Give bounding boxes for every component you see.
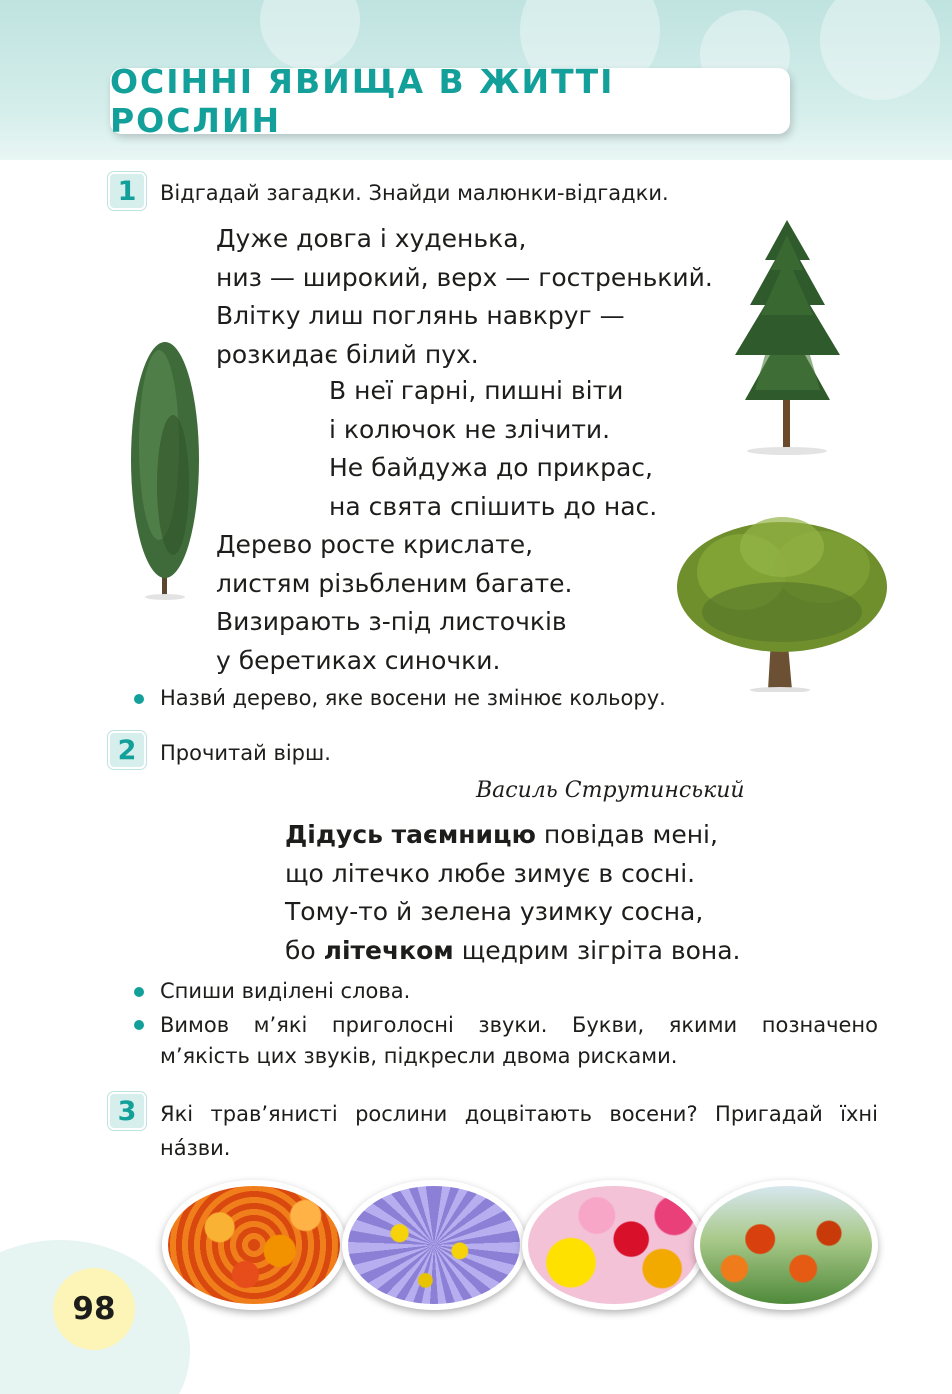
task1-bullet: Назви́ дерево, яке восени не змінює кольору. [160, 686, 666, 710]
decor-bubble [820, 0, 940, 100]
riddle-line: Влітку лиш поглянь навкруг — [216, 301, 625, 330]
riddle-2 [329, 372, 657, 526]
poem-line-4: бо літечком щедрим зігріта вона. [285, 935, 741, 965]
poem [285, 816, 741, 970]
task-number-2: 2 [108, 731, 146, 769]
bullet-icon [134, 694, 144, 704]
riddle-line: Дерево росте крислате, [216, 530, 534, 559]
page-number: 98 [72, 1291, 116, 1327]
riddle-3 [216, 526, 572, 680]
riddle-line: низ — широкий, верх — гостренький. [216, 262, 713, 292]
poem-line-3: Тому-то й зелена узимку сосна, [285, 897, 704, 926]
marigold-image [694, 1180, 878, 1310]
poplar-tree-image [125, 335, 205, 600]
chrysanthemum-image [162, 1180, 346, 1310]
task3-question: Які трав’янисті рослини доцвітають восени? Пригадай їхні на́зви. [160, 1102, 878, 1160]
riddle-line: Не байдужа до прикрас, [329, 453, 653, 482]
riddle-line: листям різьбленим багате. [216, 568, 573, 598]
poem-line-1: Дідусь таємницю повідав мені, [285, 820, 718, 849]
task1-instruction: Відгадай загадки. Знайди малюнки-відгадки. [160, 181, 669, 205]
oak-tree-image [672, 512, 892, 692]
riddle-line: у беретиках синочки. [216, 645, 501, 675]
riddle-line: В неї гарні, пишні віти [329, 376, 624, 405]
title-box [110, 62, 790, 140]
aster-image [342, 1180, 526, 1310]
riddle-line: Дуже довга і худенька, [216, 224, 527, 253]
poem-author: Василь Струтинський [476, 778, 745, 803]
riddle-line: на свята спішить до нас. [329, 491, 658, 521]
bullet-icon [134, 987, 144, 997]
task2-bullet-1: Спиши виділені слова. [160, 979, 411, 1003]
riddle-line: і колючок не злічити. [329, 414, 611, 444]
riddle-1 [216, 220, 713, 374]
gerbera-image [522, 1180, 706, 1310]
decor-bubble [260, 0, 360, 70]
poem-line-2: що літечко любе зимує в сосні. [285, 858, 696, 888]
task-number-1: 1 [108, 172, 146, 210]
task2-bullet-2: Вимов м’які приголосні звуки. Букви, якими позначено м’якість цих звуків, підкресли двома рисками. [160, 1013, 878, 1068]
highlighted-words: Дідусь таємницю [285, 820, 536, 849]
highlighted-word: літечком [323, 935, 454, 965]
bullet-icon [134, 1020, 144, 1030]
riddle-line: Визирають з-під листочків [216, 607, 567, 636]
page-title: ОСІННІ ЯВИЩА В ЖИТТІ РОСЛИН [110, 62, 615, 140]
task2-instruction: Прочитай вірш. [160, 741, 331, 765]
pine-tree-image [725, 215, 850, 455]
riddle-line: розкидає білий пух. [216, 339, 479, 369]
task-number-3: 3 [108, 1092, 146, 1130]
